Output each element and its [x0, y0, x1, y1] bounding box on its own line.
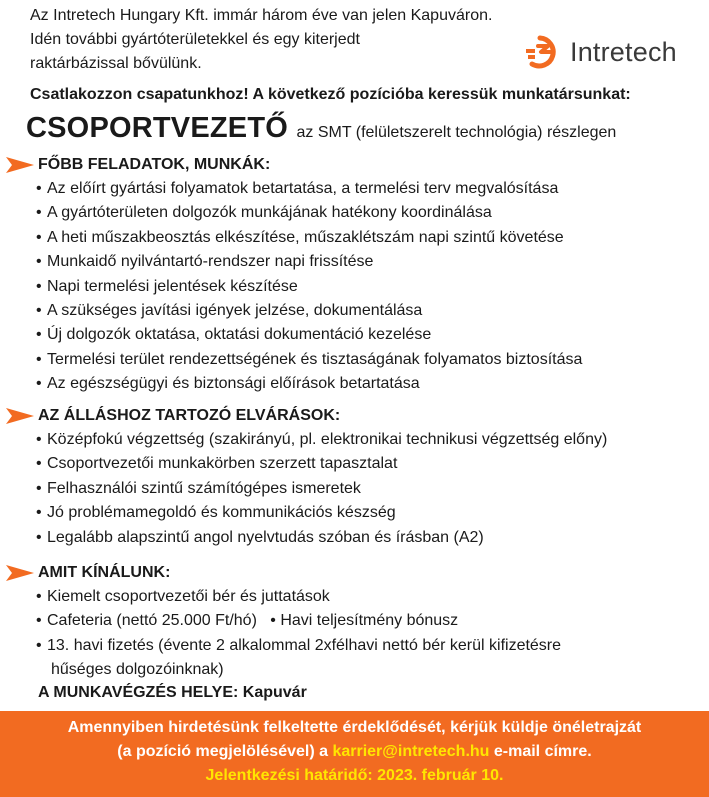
- tasks-list: [0, 177, 582, 397]
- tasks-heading: [0, 153, 582, 177]
- position-title: CSOPORTVEZETŐ: [26, 112, 289, 144]
- intro-line: Az Intretech Hungary Kft. immár három éve van jelen Kapuváron.: [30, 7, 493, 24]
- list-item: • Középfokú végzettség (szakirányú, pl. elektronikai technikusi végzettség előny): [36, 431, 608, 448]
- arrow-marker-icon: [6, 408, 34, 424]
- list-item: • 13. havi fizetés (évente 2 alkalommal 2xfélhavi nettó bér kerül kifizetésre: [36, 636, 562, 654]
- position-title-row: [26, 112, 616, 145]
- list-item: • Jó problémamegoldó és kommunikációs készség: [36, 504, 396, 522]
- position-subtitle: az SMT (felületszerelt technológia) részlegen: [296, 124, 617, 141]
- list-item: • Új dolgozók oktatása, oktatási dokumentáció kezelése: [36, 326, 432, 344]
- contact-footer: [0, 711, 709, 797]
- requirements-list: [0, 428, 607, 550]
- list-item: • Legalább alapszintű angol nyelvtudás szóban és írásban (A2): [36, 528, 484, 546]
- list-item: • Kiemelt csoportvezetői bér és juttatások: [36, 588, 330, 605]
- list-item: • A heti műszakbeosztás elkészítése, műszaklétszám napi szintű követése: [36, 228, 564, 246]
- tasks-heading-text: FŐBB FELADATOK, MUNKÁK:: [38, 156, 271, 173]
- company-logo: [524, 34, 694, 70]
- tasks-section: [0, 153, 582, 397]
- list-item: • Csoportvezetői munkakörben szerzett tapasztalat: [36, 455, 398, 473]
- footer-line: (a pozíció megjelölésével) a karrier@intretech.hu e-mail címre.: [117, 743, 592, 760]
- logo-wordmark: Intretech: [570, 36, 677, 67]
- requirements-section: [0, 404, 607, 550]
- intro-line: Idén további gyártóterületekkel és egy kiterjedt: [30, 31, 360, 48]
- list-item: • Az előírt gyártási folyamatok betartatása, a termelési terv megvalósítása: [36, 180, 559, 197]
- requirements-heading-text: AZ ÁLLÁSHOZ TARTOZÓ ELVÁRÁSOK:: [38, 407, 341, 424]
- intro-text: [30, 4, 550, 76]
- list-item: • Az egészségügyi és biztonsági előírások betartatása: [36, 375, 420, 393]
- list-item: • Cafeteria (nettó 25.000 Ft/hó) • Havi teljesítmény bónusz: [36, 612, 459, 630]
- list-item: • Felhasználói szintű számítógépes ismeretek: [36, 479, 361, 497]
- join-headline: Csatlakozzon csapatunkhoz! A következő pozícióba keressük munkatársunkat:: [30, 86, 631, 103]
- list-item-continuation: hűséges dolgozóinknak): [51, 661, 224, 679]
- list-item: • Munkaidő nyilvántartó-rendszer napi frissítése: [36, 253, 374, 271]
- workplace-location: A MUNKAVÉGZÉS HELYE: Kapuvár: [38, 684, 307, 701]
- list-item: • A gyártóterületen dolgozók munkájának hatékony koordinálása: [36, 204, 492, 222]
- requirements-heading: [0, 404, 607, 428]
- arrow-marker-icon: [6, 157, 34, 173]
- intretech-logo-icon: [524, 34, 564, 70]
- email-link[interactable]: karrier@intretech.hu: [332, 743, 490, 760]
- offer-heading-text: AMIT KÍNÁLUNK:: [38, 564, 171, 581]
- intro-line: raktárbázissal bővülünk.: [30, 55, 202, 72]
- offer-list: [0, 585, 561, 683]
- application-deadline: Jelentkezési határidő: 2023. február 10.: [205, 767, 504, 784]
- list-item: • Napi termelési jelentések készítése: [36, 277, 298, 295]
- offer-section: [0, 561, 561, 683]
- list-item: • A szükséges javítási igények jelzése, dokumentálása: [36, 302, 423, 320]
- arrow-marker-icon: [6, 565, 34, 581]
- list-item: • Termelési terület rendezettségének és tisztaságának folyamatos biztosítása: [36, 350, 583, 368]
- footer-line: Amennyiben hirdetésünk felkeltette érdeklődését, kérjük küldje önéletrajzát: [67, 719, 642, 736]
- offer-heading: [0, 561, 561, 585]
